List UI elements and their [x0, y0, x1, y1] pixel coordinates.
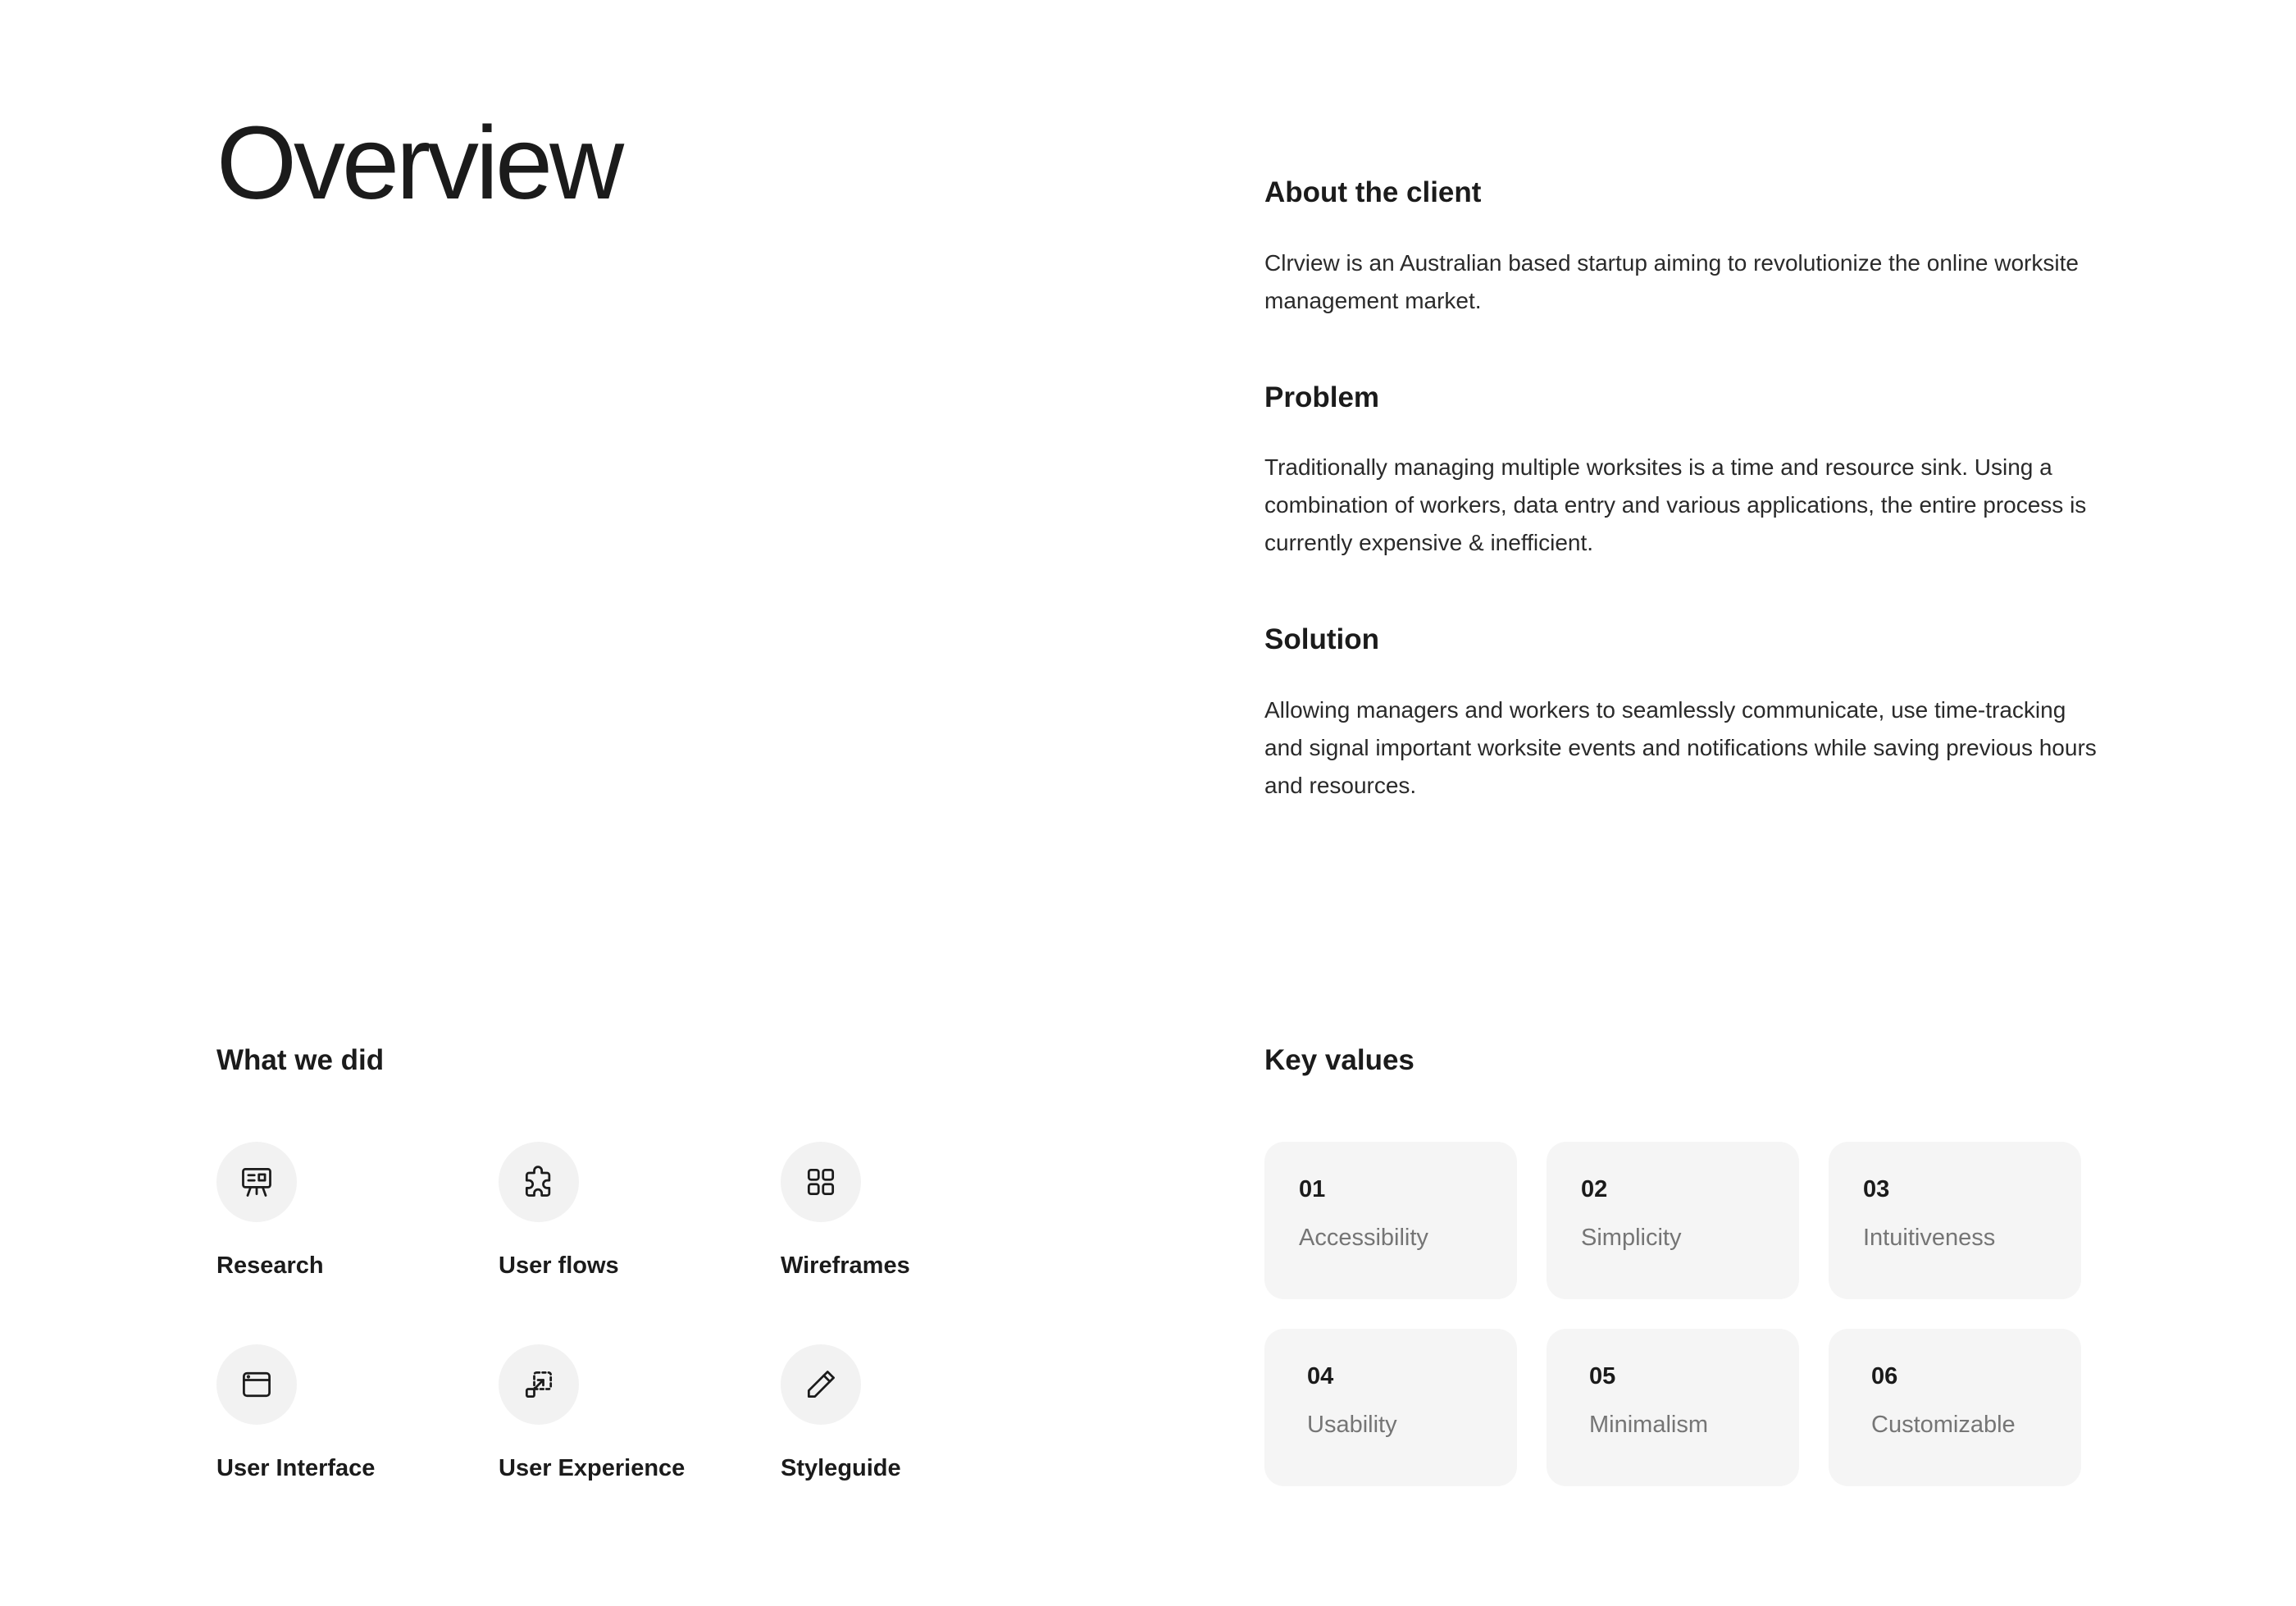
service-label: User flows [499, 1252, 619, 1279]
value-label: Usability [1307, 1412, 1397, 1438]
service-styleguide [781, 1344, 1063, 1483]
about-client-heading: About the client [1264, 176, 1482, 208]
value-number: 02 [1581, 1176, 1608, 1202]
browser-window-icon [216, 1344, 297, 1425]
problem-section [1264, 379, 2101, 563]
pencil-icon [781, 1344, 861, 1425]
service-label: Wireframes [781, 1252, 910, 1279]
value-card-minimalism [1547, 1329, 1799, 1486]
value-number: 04 [1307, 1363, 1334, 1389]
what-we-did-heading: What we did [216, 1044, 385, 1076]
value-card-customizable [1829, 1329, 2081, 1486]
service-user-experience [499, 1344, 781, 1483]
overview-sections [1264, 174, 2101, 864]
value-card-intuitiveness [1829, 1142, 2081, 1299]
service-wireframes [781, 1142, 1063, 1280]
value-label: Intuitiveness [1863, 1225, 1996, 1251]
page-title: Overview [216, 105, 622, 221]
services-grid [216, 1142, 1086, 1483]
service-user-flows [499, 1142, 781, 1280]
presentation-icon [216, 1142, 297, 1222]
value-label: Minimalism [1589, 1412, 1708, 1438]
service-label: Research [216, 1252, 324, 1279]
grid-icon [781, 1142, 861, 1222]
value-label: Simplicity [1581, 1225, 1682, 1251]
value-number: 06 [1871, 1363, 1898, 1389]
solution-text: Allowing managers and workers to seamlessly communicate, use time-tracking and signal important worksite events and notifications while saving previous hours and resources. [1264, 696, 2097, 798]
solution-section [1264, 621, 2101, 805]
value-card-accessibility [1264, 1142, 1517, 1299]
problem-heading: Problem [1264, 381, 1380, 413]
service-label: User Interface [216, 1454, 376, 1481]
problem-text: Traditionally managing multiple worksites is a time and resource sink. Using a combination of workers, data entry and various applications, the entire process is currently expensive & inefficient. [1264, 454, 2087, 555]
service-label: Styleguide [781, 1454, 901, 1481]
value-label: Accessibility [1299, 1225, 1428, 1251]
value-number: 05 [1589, 1363, 1616, 1389]
service-label: User Experience [499, 1454, 686, 1481]
value-card-simplicity [1547, 1142, 1799, 1299]
key-values-grid [1264, 1142, 2084, 1486]
solution-heading: Solution [1264, 623, 1379, 655]
value-label: Customizable [1871, 1412, 2016, 1438]
service-user-interface [216, 1344, 499, 1483]
key-values-heading: Key values [1264, 1044, 1414, 1076]
about-client-text: Clrview is an Australian based startup aiming to revolutionize the online worksite management market. [1264, 249, 2079, 313]
about-client-section [1264, 174, 2101, 320]
value-number: 03 [1863, 1176, 1890, 1202]
value-card-usability [1264, 1329, 1517, 1486]
service-research [216, 1142, 499, 1280]
select-expand-icon [499, 1344, 579, 1425]
value-number: 01 [1299, 1176, 1326, 1202]
puzzle-icon [499, 1142, 579, 1222]
